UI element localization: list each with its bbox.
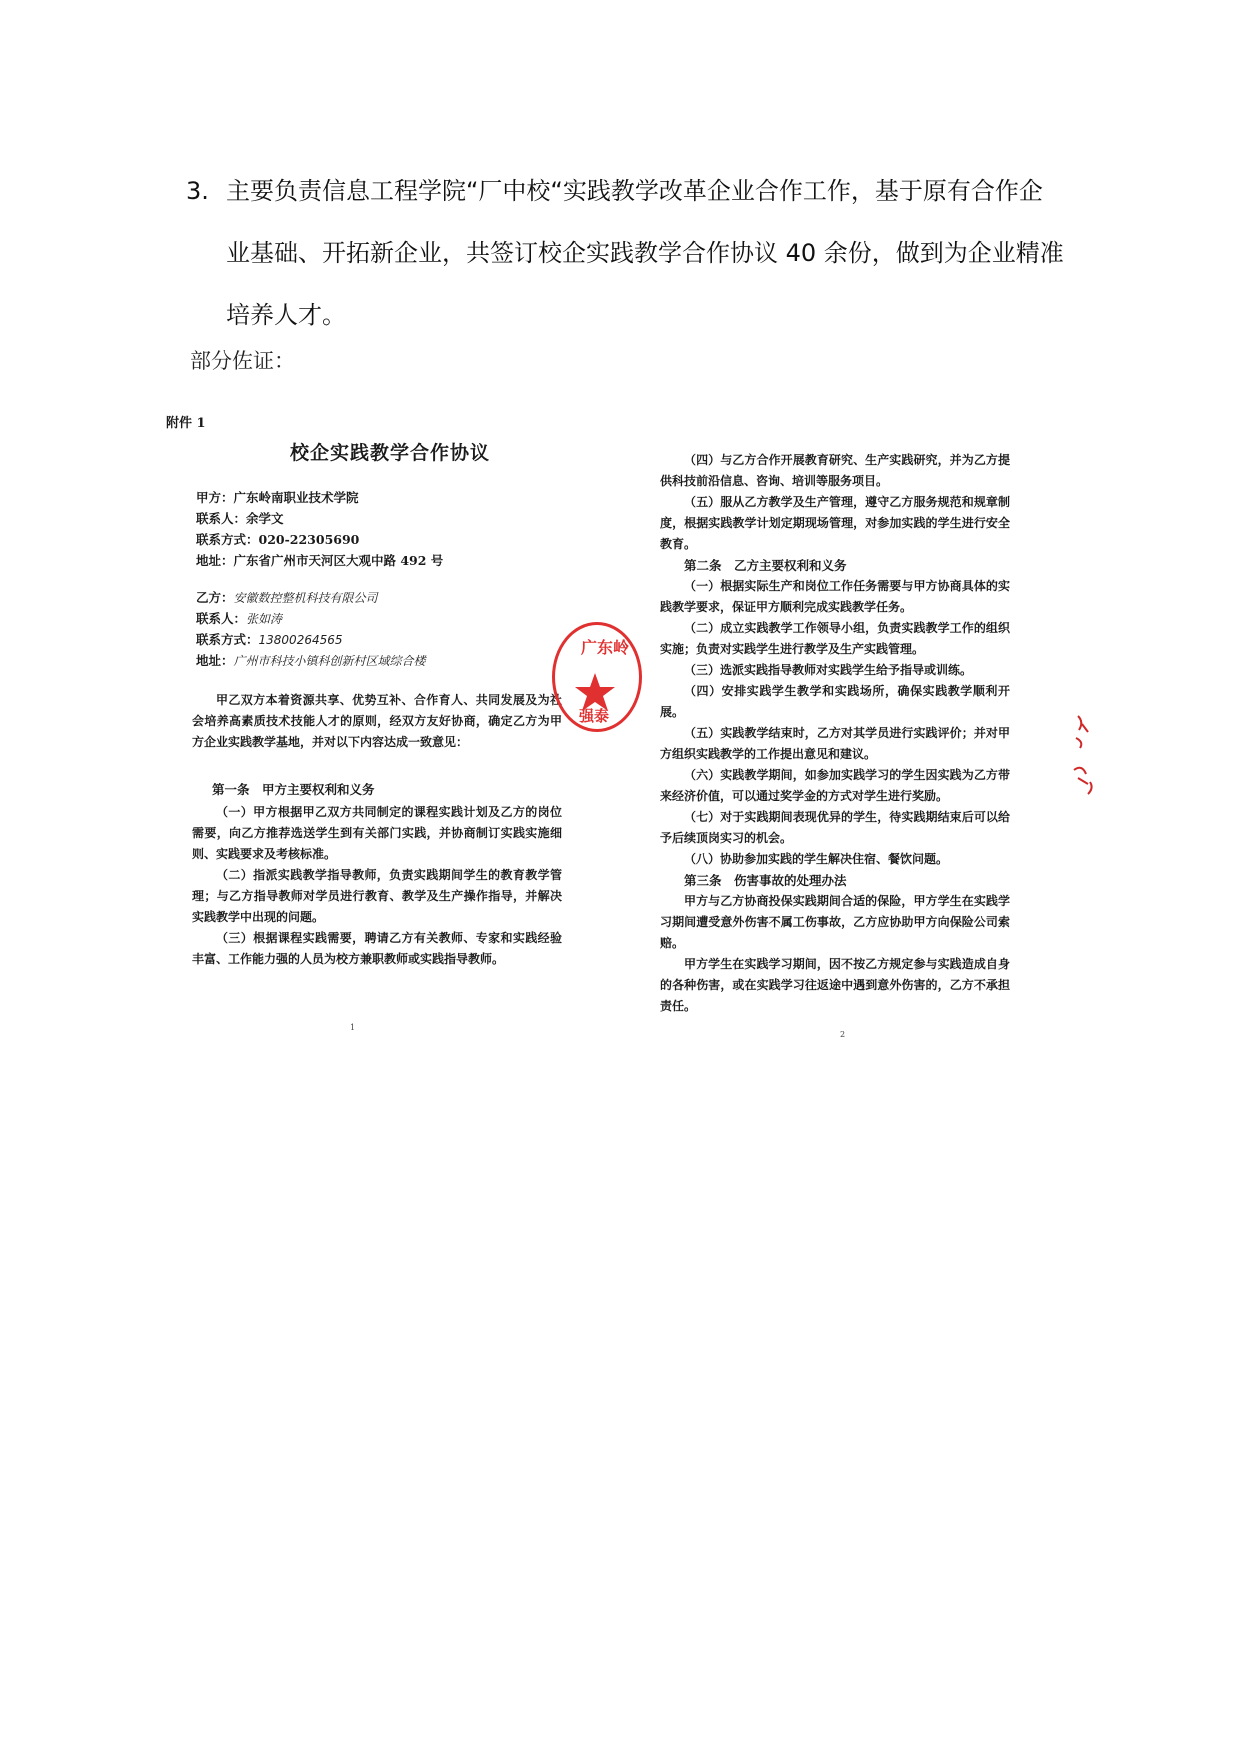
article-2-item-3: （三）选派实践指导教师对实践学生给予指导或训练。 xyxy=(684,663,973,677)
party-b-name-handwriting: 安徽数控整机科技有限公司 xyxy=(233,591,378,605)
party-b-address: 地址：广州市科技小镇科创新村区域综合楼 xyxy=(196,653,426,668)
seal-text-top: 广东岭 xyxy=(581,638,630,657)
article-2-item-5: （五）实践教学结束时，乙方对其学员进行实践评价；并对甲方组织实践教学的工作提出意见和建议。 xyxy=(660,726,1010,761)
scan-page-1 xyxy=(160,408,620,1048)
article-1-title: 第一条 甲方主要权利和义务 xyxy=(212,782,375,797)
article-1-item-3: （三）根据课程实践需要，聘请乙方有关教师、专家和实践经验丰富、工作能力强的人员为校方兼职教师或实践指导教师。 xyxy=(192,931,562,966)
page-number-1: 1 xyxy=(350,1023,356,1032)
article-2-item-1: （一）根据实际生产和岗位工作任务需要与甲方协商具体的实践教学要求，保证甲方顺利完成实践教学任务。 xyxy=(660,579,1010,614)
article-2-item-6: （六）实践教学期间，如参加实践学习的学生因实践为乙方带来经济价值，可以通过奖学金的方式对学生进行奖励。 xyxy=(660,768,1010,803)
article-2-title: 第二条 乙方主要权利和义务 xyxy=(684,558,847,573)
article-3-item-2: 甲方学生在实践学习期间，因不按乙方规定参与实践造成自身的各种伤害，或在实践学习往返途中遇到意外伤害的，乙方不承担责任。 xyxy=(660,957,1010,1013)
red-mark-icon xyxy=(1070,712,1110,802)
party-b-phone-handwriting: 13800264565 xyxy=(258,633,343,647)
party-a-contact: 联系人：余学文 xyxy=(196,511,284,526)
scan-page-2 xyxy=(660,450,1060,1050)
article-2-item-4: （四）安排实践学生教学和实践场所，确保实践教学顺利开展。 xyxy=(660,684,1010,719)
item-number: 3. xyxy=(186,177,209,205)
attachment-label: 附件 1 xyxy=(166,416,206,431)
article-1-item-2: （二）指派实践教学指导教师，负责实践期间学生的教育教学管理；与乙方指导教师对学员进行教育、教学及生产操作指导，并解决实践教学中出现的问题。 xyxy=(192,868,562,924)
party-b-contact: 联系人：张如涛 xyxy=(196,611,283,626)
evidence-item-3 xyxy=(186,160,1066,346)
party-b-phone: 联系方式：13800264565 xyxy=(196,632,343,647)
party-a-name: 甲方：广东岭南职业技术学院 xyxy=(196,490,359,505)
article-1-item-1: （一）甲方根据甲乙双方共同制定的课程实践计划及乙方的岗位需要，向乙方推荐选送学生到有关部门实践，并协商制订实践实施细则、实践要求及考核标准。 xyxy=(192,805,562,861)
article-3-item-1: 甲方与乙方协商投保实践期间合适的保险，甲方学生在实践学习期间遭受意外伤害不属工伤事故，乙方应协助甲方向保险公司索赔。 xyxy=(660,894,1010,950)
article-2-item-8: （八）协助参加实践的学生解决住宿、餐饮问题。 xyxy=(684,852,949,866)
agreement-intro: 甲乙双方本着资源共享、优势互补、合作育人、共同发展及为社会培养高素质技术技能人才的原则，经双方友好协商，确定乙方为甲方企业实践教学基地，并对以下内容达成一致意见： xyxy=(192,693,562,749)
party-a-address: 地址：广东省广州市天河区大观中路 492 号 xyxy=(196,553,444,568)
seal-text-bottom: 强泰 xyxy=(579,707,610,725)
article-3-title: 第三条 伤害事故的处理办法 xyxy=(684,873,847,888)
party-a-phone: 联系方式：020-22305690 xyxy=(196,532,360,547)
article-2-item-7: （七）对于实践期间表现优异的学生，待实践期结束后可以给予后续顶岗实习的机会。 xyxy=(660,810,1010,845)
item-text: 主要负责信息工程学院“厂中校“实践教学改革企业合作工作，基于原有合作企业基础、开拓新企业，共签订校企实践教学合作协议 40 余份，做到为企业精准培养人才。 xyxy=(226,177,1064,329)
article-1-item-4: （四）与乙方合作开展教育研究、生产实践研究，并为乙方提供科技前沿信息、咨询、培训等服务项目。 xyxy=(660,453,1010,488)
article-1-item-5: （五）服从乙方教学及生产管理，遵守乙方服务规范和规章制度，根据实践教学计划定期现场管理，对参加实践的学生进行安全教育。 xyxy=(660,495,1010,551)
agreement-title: 校企实践教学合作协议 xyxy=(289,442,490,464)
page-number-2: 2 xyxy=(840,1030,846,1039)
evidence-label: 部分佐证： xyxy=(190,349,295,373)
company-seal xyxy=(552,622,642,732)
party-b-contact-handwriting: 张如涛 xyxy=(246,612,283,626)
party-b-address-handwriting: 广州市科技小镇科创新村区域综合楼 xyxy=(233,654,426,668)
article-2-item-2: （二）成立实践教学工作领导小组，负责实践教学工作的组织实施；负责对实践学生进行教学及生产实践管理。 xyxy=(660,621,1010,656)
party-b-name: 乙方：安徽数控整机科技有限公司 xyxy=(196,590,378,605)
